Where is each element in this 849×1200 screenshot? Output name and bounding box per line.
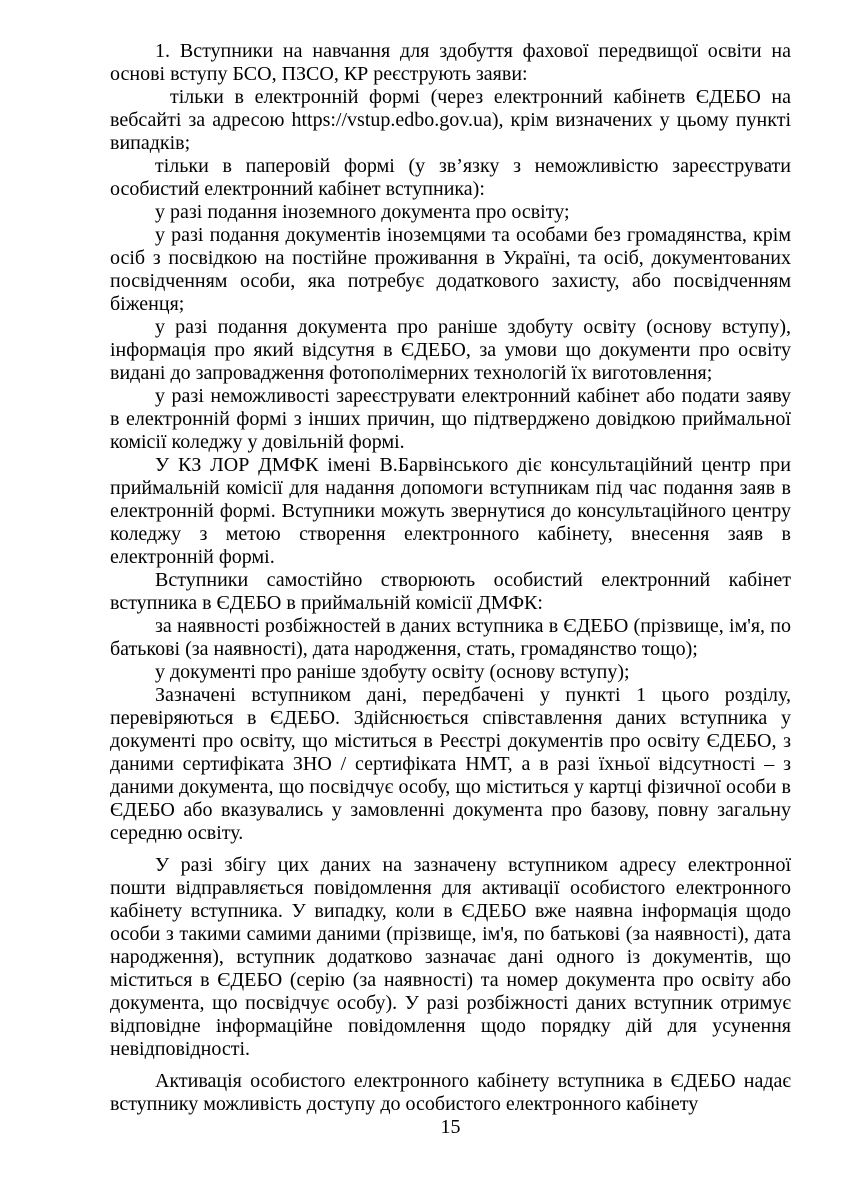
paragraph-10: у документі про раніше здобуту освіту (основу вступу); bbox=[155, 661, 630, 683]
page-number: 15 bbox=[440, 1116, 461, 1138]
paragraph-4: у разі подання документів іноземцями та особами без громадянства, крім осіб з посвідкою на постійне проживання в Україні, та осіб, документованих посвідченням особи, яка потребує додаткового захисту, або посвідченням біженця; bbox=[110, 224, 791, 315]
paragraph-12: У разі збігу цих даних на зазначену вступником адресу електронної пошти відправляється повідомлення для активації особистого електронного кабінету вступника. У випадку, коли в ЄДЕБО вже наявна інформація щодо особи з такими самими даними (прізвище, ім'я, по батькові (за наявності), дата народження), вступник додатково зазначає дані одного із документів, що міститься в ЄДЕБО (серію (за наявності) та номер документа про освіту або документа, що посвідчує особу). У разі розбіжності даних вступник отримує відповідне інформаційне повідомлення щодо порядку дій для усунення невідповідності. bbox=[110, 854, 791, 1060]
paragraph-5: у разі подання документа про раніше здобуту освіту (основу вступу), інформація про який відсутня в ЄДЕБО, за умови що документи про освіту видані до запровадження фотополімерних технологій їх виготовлення; bbox=[110, 316, 791, 384]
paragraph-6: у разі неможливості зареєструвати електронний кабінет або подати заяву в електронній формі з інших причин, що підтверджено довідкою приймальної комісії коледжу у довільній формі. bbox=[110, 385, 791, 453]
paragraph-11: Зазначені вступником дані, передбачені у пункті 1 цього розділу, перевіряються в ЄДЕБО. Здійснюється співставлення даних вступника у документі про освіту, що міститься в Реєстрі документів про освіту ЄДЕБО, з даними сертифіката ЗНО / сертифіката НМТ, а в разі їхньої відсутності – з даними документа, що посвідчує особу, що міститься у картці фізичної особи в ЄДЕБО або вказувались у замовленні документа про базову, повну загальну середню освіту. bbox=[110, 684, 791, 844]
paragraph-8: Вступники самостійно створюють особистий електронний кабінет вступника в ЄДЕБО в приймальній комісії ДМФК: bbox=[110, 569, 791, 614]
paragraph-9: за наявності розбіжностей в даних вступника в ЄДЕБО (прізвище, ім'я, по батькові (за наявності), дата народження, стать, громадянство тощо); bbox=[110, 615, 791, 660]
paragraph-7: У КЗ ЛОР ДМФК імені В.Барвінського діє консультаційний центр при приймальній комісії для надання допомоги вступникам під час подання заяв в електронній формі. Вступники можуть звернутися до консультаційного центру коледжу з метою створення електронного кабінету, внесення заяв в електронній формі. bbox=[110, 454, 791, 568]
paragraph-13: Активація особистого електронного кабінету вступника в ЄДЕБО надає вступнику можливість доступу до особистого електронного кабінету bbox=[110, 1070, 791, 1115]
paragraph-1: тільки в електронній формі (через електронний кабінетв ЄДЕБО на вебсайті за адресою https://vstup.edbo.gov.ua), крім визначених у цьому пункті випадків; bbox=[110, 86, 791, 154]
paragraph-0: 1. Вступники на навчання для здобуття фахової передвищої освіти на основі вступу БСО, ПЗСО, КР реєструють заяви: bbox=[110, 40, 791, 85]
document-text-column bbox=[110, 40, 791, 1116]
paragraph-3: у разі подання іноземного документа про освіту; bbox=[155, 201, 570, 223]
paragraph-2: тільки в паперовій формі (у зв’язку з неможливістю зареєструвати особистий електронний кабінет вступника): bbox=[110, 155, 791, 200]
